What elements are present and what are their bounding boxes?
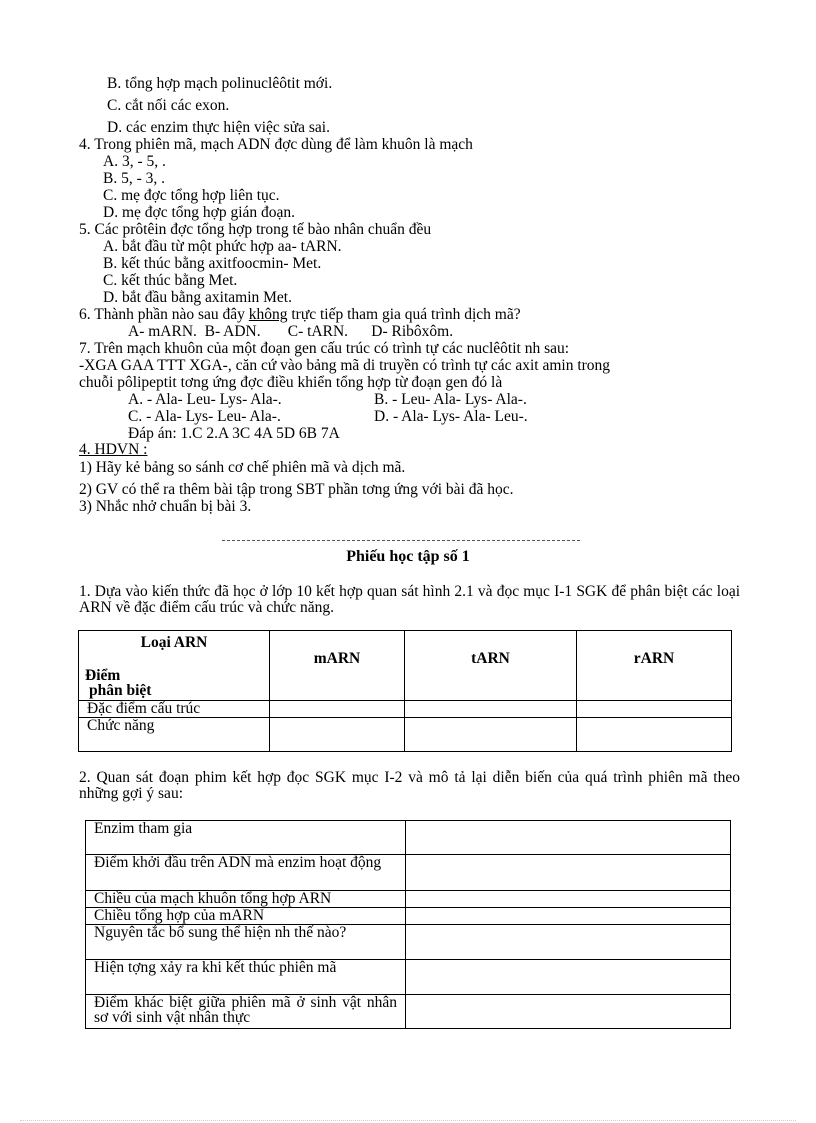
option-b-line: B. tổng hợp mạch polinuclêôtit mới. xyxy=(107,75,333,92)
q7-option-a: A. - Ala- Leu- Lys- Ala-. xyxy=(128,391,282,408)
answer-cell[interactable] xyxy=(406,855,731,891)
row-function-label: Chức năng xyxy=(79,718,270,752)
q6-text-a: 6. Thành phần nào sau đây xyxy=(79,306,249,323)
answer-key: Đáp án: 1.C 2.A 3C 4A 5D 6B 7A xyxy=(128,425,340,442)
q6-text-c: trực tiếp tham gia quá trình dịch mã? xyxy=(287,306,521,323)
answer-cell[interactable] xyxy=(406,960,731,995)
q4-option-a: A. 3, - 5, . xyxy=(103,153,166,170)
answer-cell[interactable] xyxy=(406,925,731,960)
corner-bot: phân biệt xyxy=(89,682,152,699)
table-row-label: Nguyên tắc bổ sung thể hiện nh thế nào? xyxy=(86,925,406,960)
q7-option-c: C. - Ala- Lys- Leu- Ala-. xyxy=(128,408,281,425)
table-row-label: Điểm khởi đầu trên ADN mà enzim hoạt động xyxy=(86,855,406,891)
question-5: 5. Các prôtêin đợc tổng hợp trong tế bào nhân chuẩn đều xyxy=(79,221,432,238)
table-row-label: Chiều của mạch khuôn tổng hợp ARN xyxy=(86,891,406,908)
q5-option-d: D. bắt đầu bằng axitamin Met. xyxy=(103,289,292,306)
corner-mid: Điểm xyxy=(85,667,121,684)
cell[interactable] xyxy=(577,718,732,752)
arn-comparison-table xyxy=(78,630,732,752)
q7-chain: chuỗi pôlipeptit tơng ứng đợc điều khiển tổng hợp từ đoạn gen đó là xyxy=(79,374,503,391)
header-marn: mARN xyxy=(270,631,405,701)
hdvn-item-1: 1) Hãy kẻ bảng so sánh cơ chế phiên mã và dịch mã. xyxy=(79,459,406,476)
corner-top: Loại ARN xyxy=(140,634,208,651)
cell[interactable] xyxy=(577,701,732,718)
q5-option-b: B. kết thúc bằng axitfoocmin- Met. xyxy=(103,255,322,272)
question-4: 4. Trong phiên mã, mạch ADN đợc dùng để làm khuôn là mạch xyxy=(79,136,473,153)
table-row-label: Điểm khác biệt giữa phiên mã ở sinh vật nhân sơ với sinh vật nhân thực xyxy=(86,995,406,1029)
page-bottom-border xyxy=(20,1120,796,1121)
worksheet-question-1: 1. Dựa vào kiến thức đã học ở lớp 10 kết hợp quan sát hình 2.1 và đọc mục I-1 SGK để phân biệt các loại ARN về đặc điểm cấu trúc và chức năng. xyxy=(79,583,740,616)
hdvn-item-3: 3) Nhắc nhở chuẩn bị bài 3. xyxy=(79,498,252,515)
transcription-table xyxy=(85,820,731,1029)
row-structure-label: Đặc điểm cấu trúc xyxy=(79,701,270,718)
q6-options: A- mARN. B- ADN. C- tARN. D- Ribôxôm. xyxy=(128,323,454,340)
header-rarn: rARN xyxy=(577,631,732,701)
cell[interactable] xyxy=(405,701,577,718)
answer-cell[interactable] xyxy=(406,995,731,1029)
hdvn-heading: 4. HDVN : xyxy=(79,441,148,458)
q4-option-c: C. mẹ đợc tổng hợp liên tục. xyxy=(103,187,280,204)
q7-option-b: B. - Leu- Ala- Lys- Ala-. xyxy=(374,391,527,408)
table-corner-cell xyxy=(79,631,270,701)
worksheet-question-2: 2. Quan sát đoạn phim kết hợp đọc SGK mục I-2 và mô tả lại diễn biến của quá trình phiên mã theo những gợi ý sau: xyxy=(79,769,740,802)
hdvn-item-2: 2) GV có thể ra thêm bài tập trong SBT phần tơng ứng với bài đã học. xyxy=(79,481,514,498)
q7-sequence: -XGA GAA TTT XGA-, căn cứ vào bảng mã di truyền có trình tự các axit amin trong xyxy=(79,357,611,374)
question-6 xyxy=(79,306,521,323)
option-c-line: C. cắt nối các exon. xyxy=(107,97,230,114)
cell[interactable] xyxy=(405,718,577,752)
q7-option-d: D. - Ala- Lys- Ala- Leu-. xyxy=(374,408,528,425)
table-row-label: Enzim tham gia xyxy=(86,821,406,855)
worksheet-title: Phiếu học tập số 1 xyxy=(346,548,470,565)
question-7: 7. Trên mạch khuôn của một đoạn gen cấu trúc có trình tự các nuclêôtit nh sau: xyxy=(79,340,570,357)
q4-option-b: B. 5, - 3, . xyxy=(103,170,165,187)
q5-option-a: A. bắt đầu từ một phức hợp aa- tARN. xyxy=(103,238,342,255)
q5-option-c: C. kết thúc bằng Met. xyxy=(103,272,238,289)
q6-text-khong: không xyxy=(248,306,288,323)
cell[interactable] xyxy=(270,701,405,718)
cell[interactable] xyxy=(270,718,405,752)
answer-cell[interactable] xyxy=(406,821,731,855)
answer-cell[interactable] xyxy=(406,891,731,908)
q4-option-d: D. mẹ đợc tổng hợp gián đoạn. xyxy=(103,204,296,221)
option-d-line: D. các enzim thực hiện việc sửa sai. xyxy=(107,119,330,136)
table-row-label: Chiều tổng hợp của mARN xyxy=(86,908,406,925)
answer-cell[interactable] xyxy=(406,908,731,925)
table-row-label: Hiện tợng xảy ra khi kết thúc phiên mã xyxy=(86,960,406,995)
header-tarn: tARN xyxy=(405,631,577,701)
separator-line xyxy=(222,540,580,541)
